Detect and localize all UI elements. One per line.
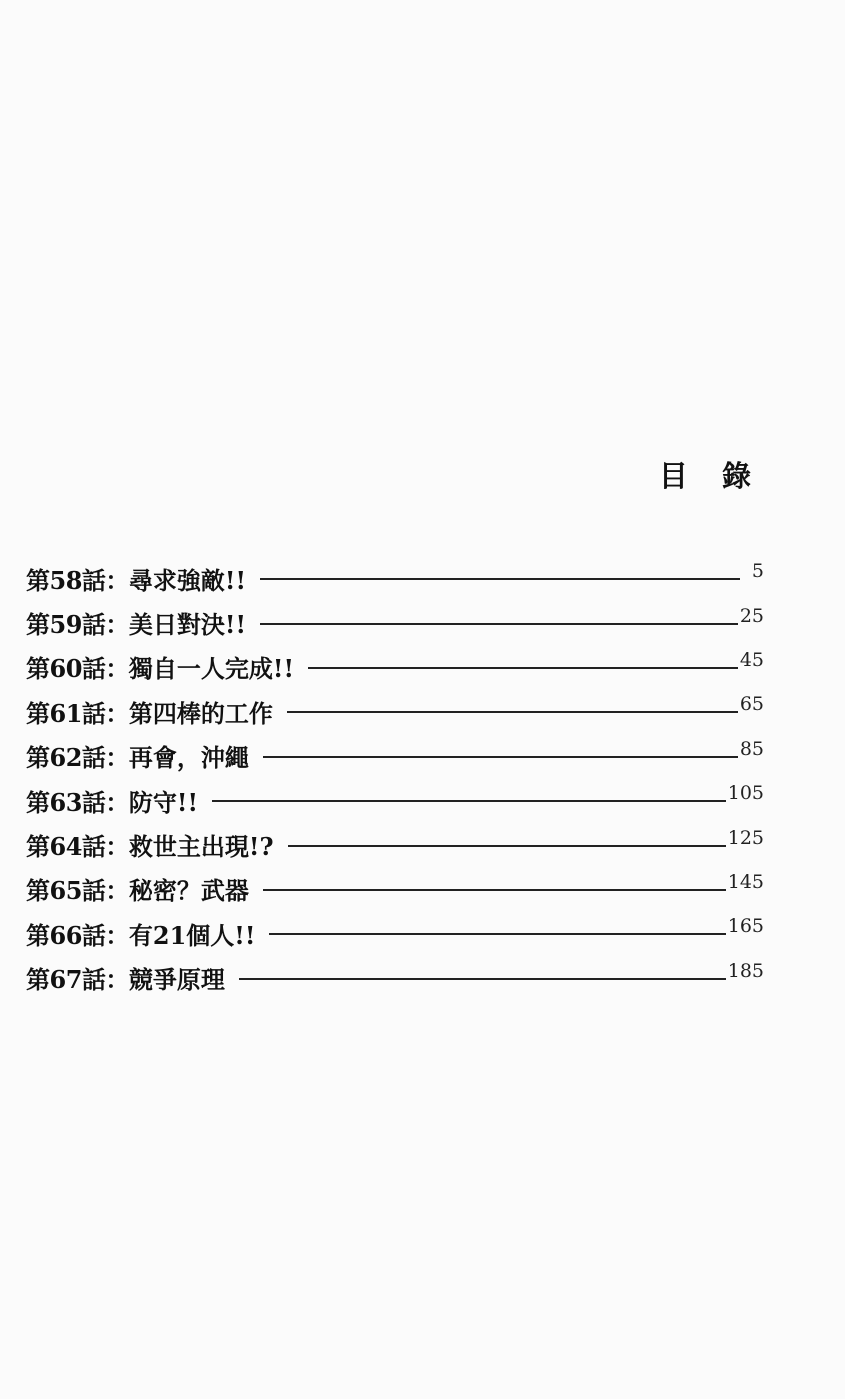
toc-entry-61[interactable] (26, 689, 764, 733)
page-number: 145 (727, 870, 764, 893)
toc-heading: 目 錄 (658, 459, 763, 493)
chapter-title: 競爭原理 (128, 965, 225, 995)
chapter-title: 美日對決!! (128, 610, 246, 640)
page-number: 105 (727, 782, 764, 805)
leader-line (269, 933, 725, 935)
chapter-title: 秘密？武器 (128, 876, 249, 906)
toc-entry-67[interactable] (26, 956, 764, 1000)
leader-line (212, 800, 726, 802)
chapter-label: 第64話： (26, 832, 129, 862)
chapter-title: 第四棒的工作 (128, 698, 273, 728)
leader-line (263, 889, 726, 891)
toc-entry-59[interactable] (26, 600, 764, 644)
page-number: 165 (727, 915, 764, 938)
toc-entry-65[interactable] (26, 867, 764, 911)
chapter-title: 尋求強敵!! (128, 565, 246, 595)
chapter-title: 防守!! (128, 787, 198, 817)
chapter-label: 第65話： (26, 876, 129, 906)
page-number: 85 (739, 737, 764, 760)
page-number: 125 (727, 826, 764, 849)
leader-line (263, 756, 738, 758)
toc-entry-62[interactable] (26, 734, 764, 778)
toc-entry-60[interactable] (26, 645, 764, 689)
leader-line (308, 667, 738, 669)
page-number: 45 (739, 648, 764, 671)
chapter-title: 再會，沖繩 (128, 743, 249, 773)
leader-line (260, 578, 740, 580)
toc-list (26, 556, 764, 1000)
chapter-title: 獨自一人完成!! (128, 654, 294, 684)
toc-entry-66[interactable] (26, 911, 764, 955)
toc-entry-63[interactable] (26, 778, 764, 822)
page-number: 185 (727, 959, 764, 982)
chapter-label: 第60話： (26, 654, 129, 684)
chapter-label: 第62話： (26, 743, 129, 773)
toc-entry-58[interactable] (26, 556, 764, 600)
chapter-label: 第66話： (26, 920, 129, 950)
chapter-label: 第63話： (26, 787, 129, 817)
toc-entry-64[interactable] (26, 822, 764, 866)
chapter-title: 救世主出現!? (128, 832, 274, 862)
page-number: 25 (739, 604, 764, 627)
chapter-title: 有21個人!! (128, 920, 256, 950)
page-number: 65 (739, 693, 764, 716)
chapter-label: 第58話： (26, 565, 129, 595)
chapter-label: 第67話： (26, 965, 129, 995)
leader-line (239, 978, 726, 980)
leader-line (287, 711, 738, 713)
chapter-label: 第59話： (26, 610, 129, 640)
leader-line (260, 623, 738, 625)
chapter-label: 第61話： (26, 698, 129, 728)
page-number: 5 (751, 560, 764, 583)
leader-line (288, 845, 726, 847)
